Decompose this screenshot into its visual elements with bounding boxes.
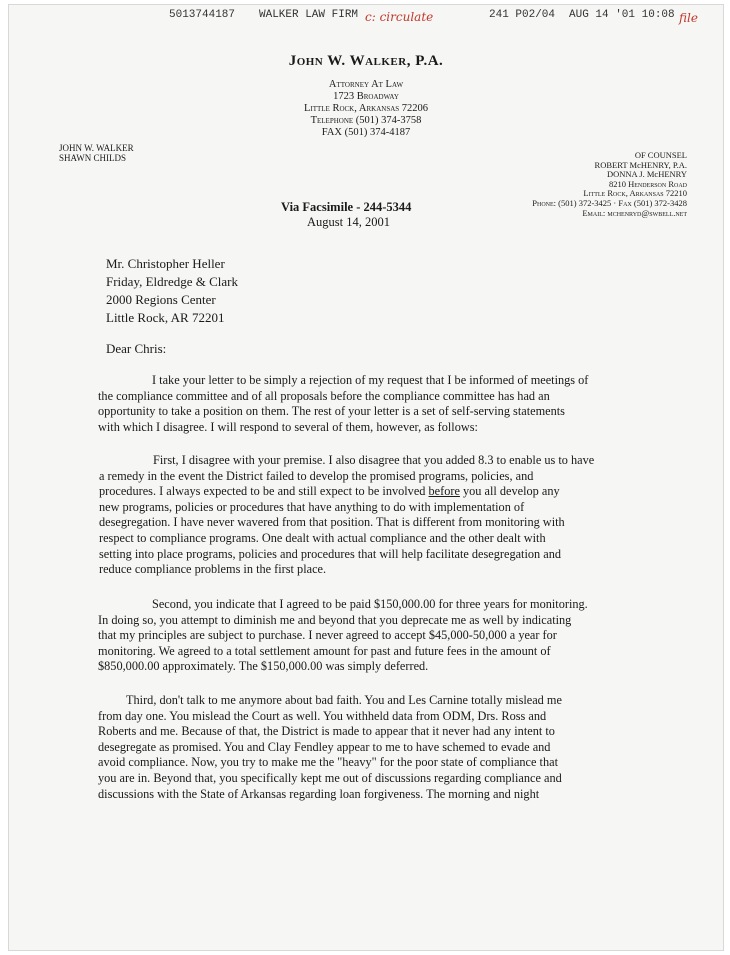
underlined-word: before [428,484,460,499]
of-counsel-line: 8210 Henderson Road [608,178,687,189]
paragraph-line: that my principles are subject to purchase. I never agreed to accept $45,000-50,000 a year for [98,628,557,643]
of-counsel-line: Email: mchenryd@swbell.net [582,207,687,218]
paragraph-line: from day one. You mislead the Court as well. You withheld data from ODM, Drs. Ross and [98,708,547,723]
paragraph-line: monitoring. We agreed to a total settlement amount for past and future fees in the amount of [98,643,551,658]
letterhead-address [9,79,723,139]
paragraph-line: the compliance committee and of all proposals before the compliance committee has had an [98,388,550,403]
paragraph-line: Third, don't talk to me anymore about bad faith. You and Les Carnine totally mislead me [126,693,562,707]
paragraph-line: Second, you indicate that I agreed to be paid $150,000.00 for three years for monitoring. [152,597,588,611]
paragraph-line: $850,000.00 approximately. The $150,000.00 was simply deferred. [98,659,429,674]
recipient-line: Mr. Christopher Heller [106,256,225,271]
partners-list [59,143,134,163]
salutation: Dear Chris: [106,341,167,356]
letterhead-street: 1723 Broadway [333,91,399,102]
paragraph-line: opportunity to take a position on them. The rest of your letter is a set of self-serving statements [98,404,565,419]
body-paragraph [99,453,639,578]
letter-date: August 14, 2001 [307,215,390,229]
recipient-address [106,255,238,327]
recipient-line: Friday, Eldredge & Clark [106,274,239,289]
paragraph-line: Roberts and me. Because of that, the District is made to appear that it never had any intent to [98,724,555,739]
paragraph-line [99,484,639,500]
of-counsel-heading: OF COUNSEL [634,150,687,160]
handwritten-file-note: file [679,11,698,25]
paragraph-line: with which I disagree. I will respond to several of them, however, as follows: [98,419,478,434]
paragraph-line: discussions with the State of Arkansas regarding loan forgiveness. The morning and night [98,786,540,801]
fax-number: 5013744187 [169,9,236,21]
recipient-line: 2000 Regions Center [106,292,216,307]
paragraph-line: avoid compliance. Now, you try to make me the "heavy" for the poor state of compliance that [98,755,558,770]
letter-page [8,4,724,951]
paragraph-line: new programs, policies or procedures that have anything to do with implementation of [99,499,525,514]
paragraph-line: setting into place programs, policies and procedures that will help facilitate desegregation and [99,546,562,561]
paragraph-line: respect to compliance programs. One dealt with actual compliance and the other dealt with [99,530,546,545]
partner-name: JOHN W. WALKER [59,143,134,153]
of-counsel-line: DONNA J. McHENRY [606,169,687,180]
paragraph-line: you are in. Beyond that, you specifically kept me out of discussions regarding compliance and [98,770,562,785]
firm-name: John W. Walker, P.A. [288,53,444,69]
fax-page-info: 241 P02/04 [489,9,556,21]
paragraph-line: desegregate as promised. You and Clay Fendley appear to me to have schemed to evade and [98,739,551,754]
paragraph-line: First, I disagree with your premise. I also disagree that you added 8.3 to enable us to have [153,453,595,467]
paragraph-text: you all develop any [459,484,560,499]
of-counsel-line: Phone: (501) 372-3425 · Fax (501) 372-3428 [532,197,687,208]
fax-timestamp: AUG 14 '01 10:08 [569,9,675,21]
partner-name: SHAWN CHILDS [59,153,127,163]
paragraph-line: reduce compliance problems in the first place. [99,562,327,577]
body-paragraph [98,597,638,675]
of-counsel-block [532,151,687,218]
paragraph-line: a remedy in the event the District failed to develop the promised programs, policies, and [99,468,534,483]
of-counsel-line: ROBERT McHENRY, P.A. [594,159,687,170]
paragraph-text: procedures. I always expected to be and still expect to be involved [99,484,429,499]
paragraph-line: I take your letter to be simply a rejection of my request that I be informed of meetings of [152,373,589,387]
delivery-method: Via Facsimile - 244-5344 [281,200,412,214]
paragraph-line: In doing so, you attempt to diminish me and beyond that you deprecate me as well by indicating [98,612,572,627]
letterhead-fax: FAX (501) 374-4187 [321,127,411,138]
paragraph-line: desegregation. I have never wavered from that position. That is different from monitoring with [99,515,565,530]
fax-transmission-header [9,9,723,25]
handwritten-cc-note: c: circulate [365,10,434,24]
fax-sender: WALKER LAW FIRM [259,9,359,21]
recipient-line: Little Rock, AR 72201 [106,310,225,325]
letterhead-telephone: Telephone (501) 374-3758 [310,115,422,126]
of-counsel-line: Little Rock, Arkansas 72210 [583,188,687,199]
body-paragraph [98,373,638,435]
letterhead-title: Attorney At Law [328,79,404,90]
body-paragraph [98,693,638,802]
letterhead-city: Little Rock, Arkansas 72206 [303,103,429,114]
